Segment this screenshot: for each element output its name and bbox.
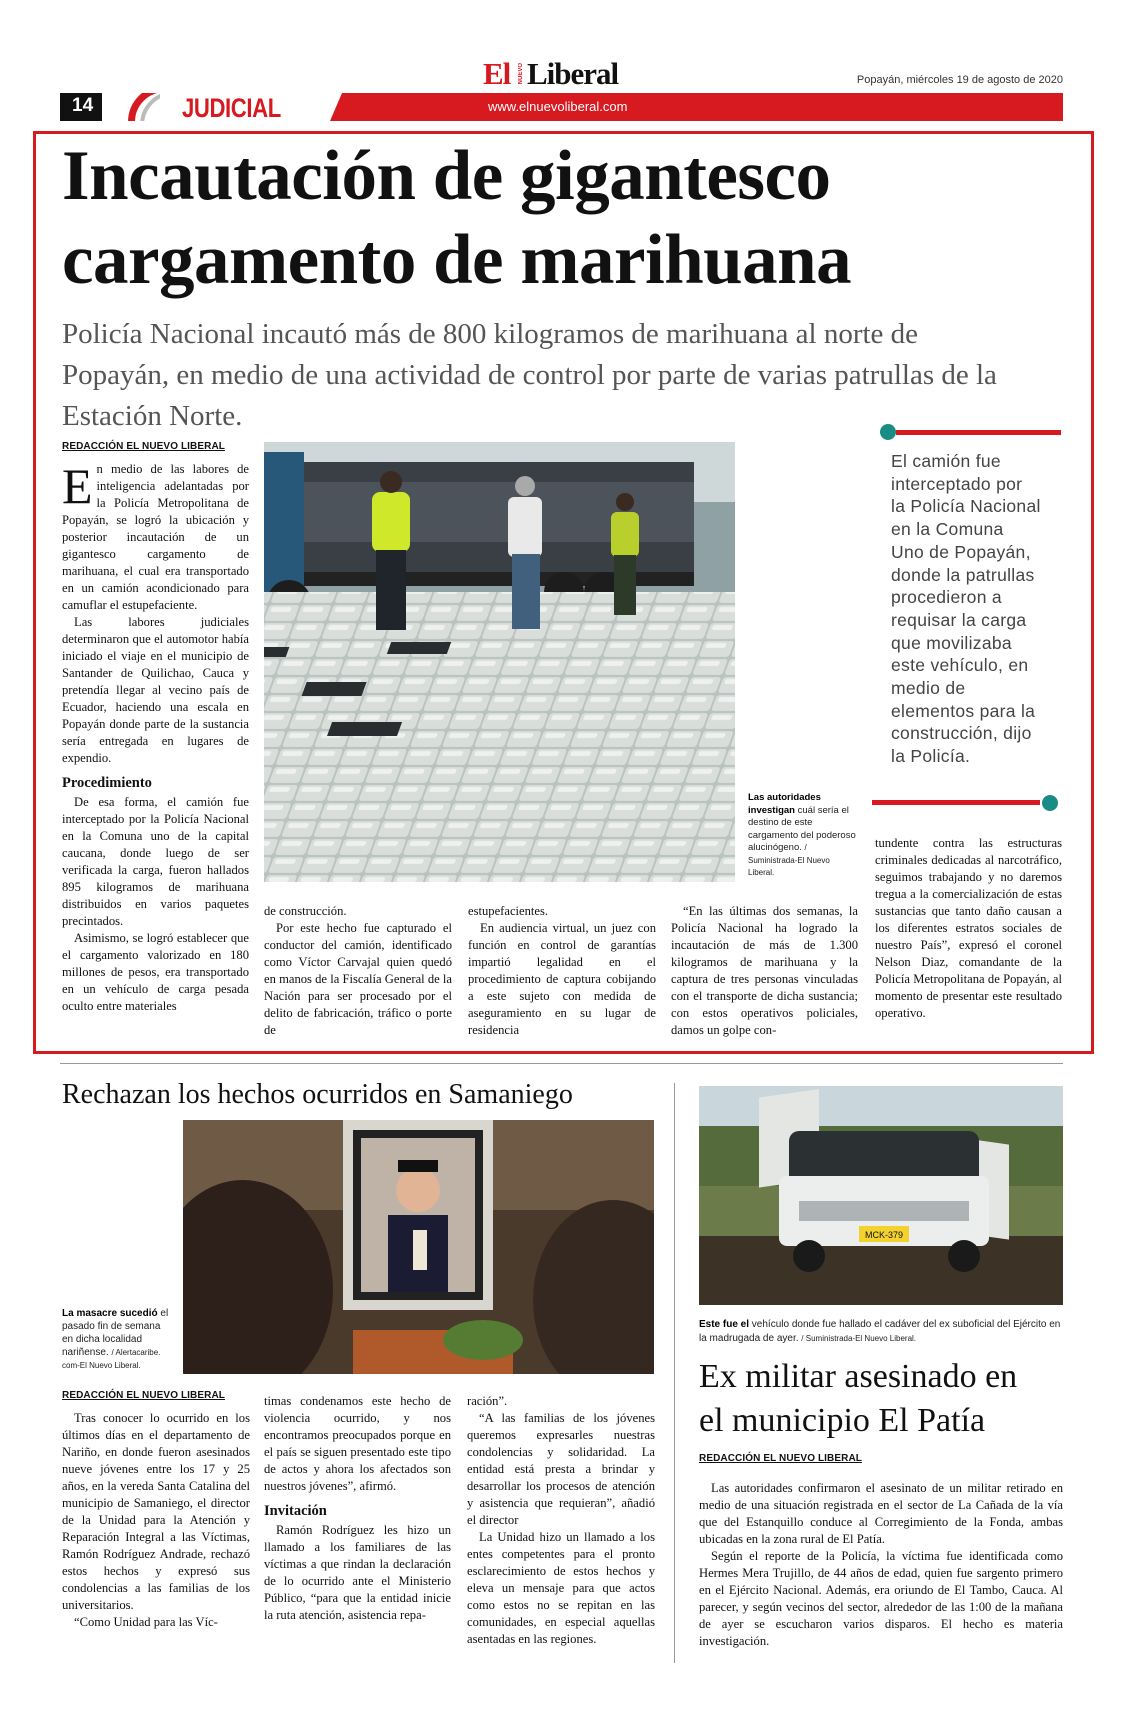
main-byline: REDACCIÓN EL NUEVO LIBERAL <box>62 441 225 452</box>
main-p1: n medio de las labores de inteligencia adelantadas por la Policía Metropolitana de Popayán, se logró la ubicación y posterior incautación de un gigantesco cargamento de marihuana, el cual era transportado en un camión acondicionado para camuflar el estupefaciente. <box>62 462 249 612</box>
article3-photo-caption <box>699 1318 1063 1346</box>
article3-title-line-1: Ex militar asesinado en <box>699 1358 1018 1395</box>
article2-c2-p2: Ramón Rodríguez les hizo un llamado a los familiares de las víctimas a que rindan la declaración de lo ocurrido ante el Ministerio Público, “para que la entidad inicie la ruta atención, asistencia repa- <box>264 1523 451 1622</box>
main-caption-bold: Las autoridades investigan <box>748 792 821 816</box>
section-title: JUDICIAL <box>182 93 281 123</box>
pullquote-bottom-rule <box>872 800 1040 805</box>
article2-title: Rechazan los hechos ocurridos en Samaniego <box>62 1079 573 1110</box>
article2-c3-p3: La Unidad hizo un llamado a los entes competentes para el pronto esclarecimiento de estos hechos y eleva un mensaje para que actos como estos no se repitan en las comunidades, en especial aquellas asentadas en las regiones. <box>467 1530 655 1646</box>
article2-c1-p2: “Como Unidad para las Víc- <box>74 1615 218 1629</box>
main-col4: “En las últimas dos semanas, la Policía Nacional ha logrado la incautación de más de 1.300 kilogramos de marihuana y la captura de tres personas vinculadas con el transporte de dicha sustancia; con estos operativos policiales, damos un golpe con- <box>671 904 858 1037</box>
headline-line-2: cargamento de marihuana <box>62 221 852 299</box>
article3-caption-text: vehículo donde fue hallado el cadáver del ex suboficial del Ejército en la madrugada de ayer. <box>699 1319 1061 1344</box>
main-p4: Asimismo, se logró establecer que el cargamento valorizado en 180 millones de pesos, era transportado en un vehículo de carga pesada oculto entre materiales <box>62 931 249 1013</box>
article2-caption-bold: La masacre sucedió <box>62 1308 158 1319</box>
main-photo-caption <box>748 792 856 880</box>
main-column-2 <box>264 903 452 1039</box>
pullquote-bottom-dot <box>1042 795 1058 811</box>
article3-title <box>699 1355 1063 1443</box>
article2-caption-text: el pasado fin de semana en dicha localidad nariñense. <box>62 1308 169 1358</box>
main-column-5 <box>875 835 1062 1022</box>
main-col5: tundente contra las estructuras criminales dedicadas al narcotráfico, seguimos trabajando y no daremos tregua a la comercialización de estas sustancias que tanto daño causan a los diferentes estratos sociales de nuestro País”, expresó el coronel Nelson Diaz, comandante de la Policía Metropolitana de Popayán, al momento de presentar este resultado operativo. <box>875 836 1062 1020</box>
article2-column-2 <box>264 1393 451 1624</box>
article2-byline: REDACCIÓN EL NUEVO LIBERAL <box>62 1390 225 1401</box>
main-p3: De esa forma, el camión fue interceptado por la Policía Nacional en la Comuna uno de la capital caucana, donde luego de ser verificada la carga, fueron hallados 895 kilogramos de marihuana distribuidos en varios paquetes precintados. <box>62 795 249 928</box>
section-red-bar <box>330 93 1063 121</box>
main-p2: Las labores judiciales determinaron que el automotor había iniciado el viaje en el municipio de Santander de Quilichao, Cauca y pretendía llegar al vecino país de Ecuador, haciendo una escala en Popayán donde parte de la sustancia sería entregada en lugares de expendio. <box>62 615 249 765</box>
main-column-4 <box>671 903 858 1039</box>
main-subtitle: Policía Nacional incautó más de 800 kilogramos de marihuana al norte de Popayán, en medio de una actividad de control por parte de varias patrullas de la Estación Norte. <box>62 318 997 432</box>
article2-column-1 <box>62 1410 250 1631</box>
website-url[interactable]: www.elnuevoliberal.com <box>488 99 628 114</box>
main-headline <box>62 134 1062 302</box>
logo-name: Liberal <box>527 56 619 91</box>
page-date: Popayán, miércoles 19 de agosto de 2020 <box>856 74 1063 86</box>
main-column-3 <box>468 903 656 1039</box>
pullquote-top-dot <box>880 424 896 440</box>
license-plate: MCK-379 <box>864 1230 904 1240</box>
logo-prefix: El <box>483 56 511 91</box>
column-divider <box>674 1083 675 1663</box>
header-swoosh <box>118 93 160 121</box>
article3-p2: Según el reporte de la Policía, la víctima fue identificada como Hermes Mera Trujillo, de 44 años de edad, quien fue sargento primero en el Ejército Nacional. Además, era oriundo de El Tambo, Cauca. Al parecer, y según vecinos del sector, alrededor de las 1:00 de la mañana de ayer se escucharon varios disparos. El hecho es materia investigación. <box>699 1549 1063 1648</box>
main-col2-a: de construcción. <box>264 904 347 918</box>
pullquote: El camión fue interceptado por la Policía Nacional en la Comuna Uno de Popayán, donde la patrullas procedieron a requisar la carga que movilizaba este vehículo, en medio de elementos para la construcción, dijo la Policía. <box>891 451 1041 767</box>
main-col3-b: En audiencia virtual, un juez con función en control de garantías impartió legalidad en el procedimiento de captura cobijando a este sujeto con medida de aseguramiento en su lugar de residencia <box>468 921 656 1037</box>
memorial-photo <box>183 1120 654 1374</box>
main-caption-credit: / Suministrada-El Nuevo Liberal. <box>748 843 830 877</box>
article2-c3-p2: “A las familias de los jóvenes queremos expresarles nuestras condolencias y solidaridad. La entidad está presta a brindar y desarrollar los procesos de atención y asistencia que requieran”, añadió el director <box>467 1411 655 1527</box>
headline-line-1: Incautación de gigantesco <box>62 137 831 215</box>
main-caption-text: cuál sería el destino de este cargamento del poderoso alucinógeno. <box>748 804 856 853</box>
masthead-logo <box>483 56 643 90</box>
main-col3-a: estupefacientes. <box>468 904 549 918</box>
header-bar <box>60 93 1063 121</box>
main-col2-b: Por este hecho fue capturado el conductor del camión, identificado como Víctor Carvajal quien quedó en manos de la Fiscalía General de la Nación para ser procesado por el delito de fabricación, tráfico o porte de <box>264 921 452 1037</box>
article3-p1: Las autoridades confirmaron el asesinato de un militar retirado en medio de una situación registrada en el sector de La Cañada de la vía que del Estanquillo conduce al Corregimiento de la Fonda, ambas ubicadas en la zona rural de El Patía. <box>699 1481 1063 1546</box>
article3-title-line-2: el municipio El Patía <box>699 1402 986 1439</box>
article2-caption-credit: / Alertacaribe. com-El Nuevo Liberal. <box>62 1348 161 1370</box>
article2-c2-p1: timas condenamos este hecho de violencia ocurrido, y nos encontramos preocupados porque en el país se siguen presentado este tipo de actos y ahora los afectados son nuestros jóvenes”, afirmó. <box>264 1394 451 1493</box>
article2-column-3 <box>467 1393 655 1648</box>
article2-c3-p1: ración”. <box>467 1394 508 1408</box>
pullquote-top-rule <box>896 430 1061 435</box>
main-column-1 <box>62 458 249 1015</box>
article3-byline: REDACCIÓN EL NUEVO LIBERAL <box>699 1453 862 1464</box>
article2-photo-caption <box>62 1307 174 1372</box>
article3-caption-bold: Este fue el <box>699 1319 750 1330</box>
logo-small: NUEVO <box>518 63 524 85</box>
article2-c1-p1: Tras conocer lo ocurrido en los últimos días en el departamento de Nariño, en donde fueron asesinados nueve jóvenes entre los 17 y 25 años, en la vereda Santa Catalina del municipio de Samaniego, el director de la Unidad para la Atención y Reparación Integral a las Víctimas, Ramón Rodríguez Andrade, rechazó estos hechos y expresó sus condolencias a las familias de los universitarios. <box>62 1411 250 1612</box>
article3-body <box>699 1480 1063 1650</box>
main-subhead: Procedimiento <box>62 775 152 791</box>
section-divider <box>60 1063 1063 1064</box>
dropcap: E <box>62 458 93 514</box>
seized-cargo-photo <box>264 442 735 882</box>
article2-subhead: Invitación <box>264 1503 327 1519</box>
page-number: 14 <box>72 95 94 116</box>
vehicle-photo <box>699 1086 1063 1305</box>
article3-caption-credit: / Suministrada-El Nuevo Liberal. <box>801 1334 917 1343</box>
